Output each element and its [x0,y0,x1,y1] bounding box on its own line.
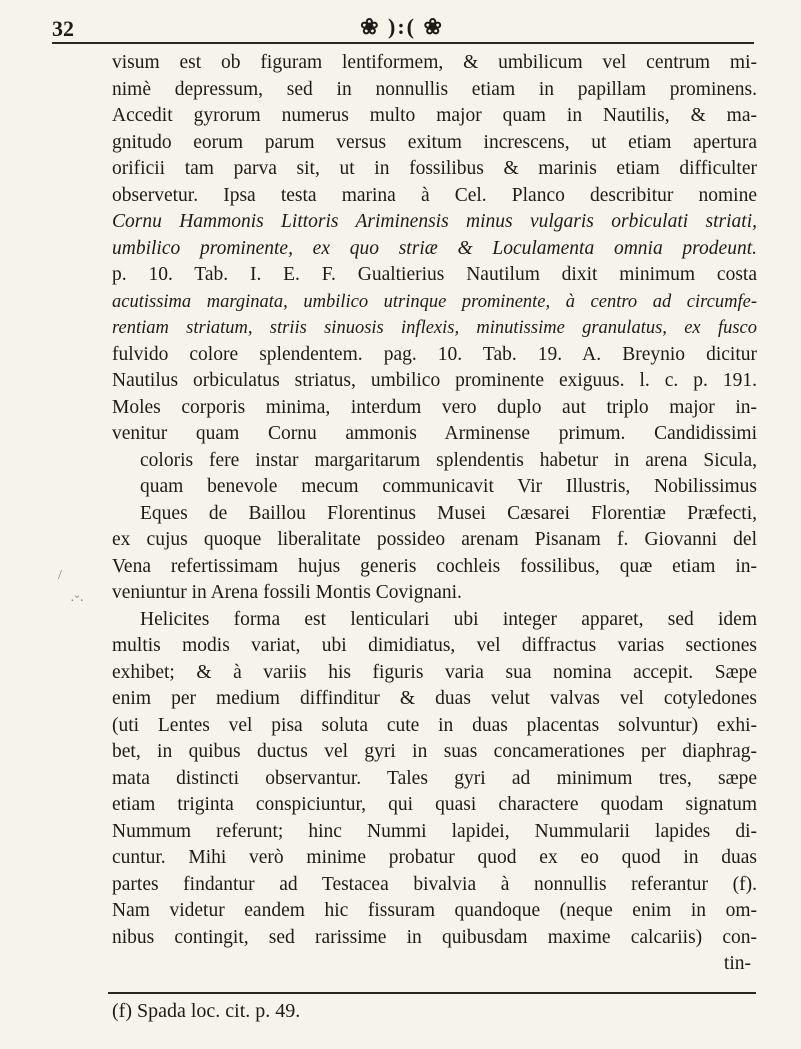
text-line: ex cujus quoque liberalitate possideo arenam Pisanam f. Giovanni del [112,529,757,550]
page-header [52,14,752,44]
text-line: Cornu Hammonis Littoris Ariminensis minus vulgaris orbiculati striati, [112,211,757,232]
text-line: umbilico prominente, ex quo striæ & Loculamenta omnia prodeunt. [112,237,757,259]
text-line: partes findantur ad Testacea bivalvia à nonnullis referantur (f). [112,873,757,895]
margin-mark: ·ˇ· [70,594,84,609]
page-number: 32 [52,16,74,41]
text-line: Helicites forma est lenticulari ubi integer apparet, sed idem [140,608,757,630]
text-line: venitur quam Cornu ammonis Arminense primum. Candidissimi [112,423,757,444]
text-line: coloris fere instar margaritarum splendentis habetur in arena Sicula, [140,449,757,471]
text-line: p. 10. Tab. I. E. F. Gualtierius Nautilum dixit minimum costa [112,264,757,285]
text-line: visum est ob figuram lentiformem, & umbilicum vel centrum mi- [112,52,757,73]
text-line: Nummum referunt; hinc Nummi lapidei, Nummularii lapides di- [112,820,757,842]
text-line: observetur. Ipsa testa marina à Cel. Planco describitur nomine [112,184,757,206]
margin-mark: / [58,568,62,583]
main-text [112,50,757,978]
footnote: (f) Spada loc. cit. p. 49. [112,1000,301,1022]
text-line: nimè depressum, sed in nonnullis etiam in papillam prominens. [112,78,757,100]
text-line: rentiam striatum, striis sinuosis inflexis, minutissime granulatus, ex fusco [112,318,757,338]
text-line: Nautilus orbiculatus striatus, umbilico prominente exiguus. l. c. p. 191. [112,370,757,391]
text-line: fulvido colore splendentem. pag. 10. Tab. 19. A. Breynio dicitur [112,343,757,365]
text-line: Vena refertissimam hujus generis cochleis fossilibus, quæ etiam in- [112,555,757,577]
text-line: nibus contingit, sed rarissime in quibusdam maxime calcariis) con- [112,926,757,948]
text-line: acutissima marginata, umbilico utrinque prominente, à centro ad circumfe- [112,291,757,312]
text-line: Accedit gyrorum numerus multo major quam in Nautilis, & ma- [112,105,757,126]
text-line: etiam triginta conspiciuntur, qui quasi charactere quodam signatum [112,794,757,815]
catchword: tin- [723,953,751,974]
text-line: bet, in quibus ductus vel gyri in suas concamerationes per diaphrag- [112,741,757,762]
text-line: enim per medium diffinditur & duas velut valvas vel cotyledones [112,688,757,709]
text-line: Eques de Baillou Florentinus Musei Cæsarei Florentiæ Præfecti, [140,502,757,524]
text-line: quam benevole mecum communicavit Vir Illustris, Nobilissimus [140,476,757,497]
text-line: cuntur. Mihi verò minime probatur quod ex eo quod in duas [112,847,757,868]
text-line: mata distincti observantur. Tales gyri ad minimum tres, sæpe [112,767,757,789]
text-line: multis modis variat, ubi dimidiatus, vel diffractus varias sectiones [112,635,757,656]
text-line: orificii tam parva sit, ut in fossilibus & marinis etiam difficulter [112,158,757,179]
text-line: (uti Lentes vel pisa soluta cute in duas placentas solvuntur) exhi- [112,714,757,736]
text-line: gnitudo eorum parum versus exitum increscens, ut etiam apertura [112,131,757,153]
text-line: Moles corporis minima, interdum vero duplo aut triplo major in- [112,396,757,418]
footnote-rule [108,992,756,994]
text-line: veniuntur in Arena fossili Montis Covignani. [112,582,462,603]
header-rule [52,42,754,44]
text-line: exhibet; & à variis his figuris varia sua nomina accepit. Sæpe [112,661,757,683]
text-line: Nam videtur eandem hic fissuram quandoque (neque enim in om- [112,900,757,921]
header-ornament: ❀ ):( ❀ [360,14,444,39]
